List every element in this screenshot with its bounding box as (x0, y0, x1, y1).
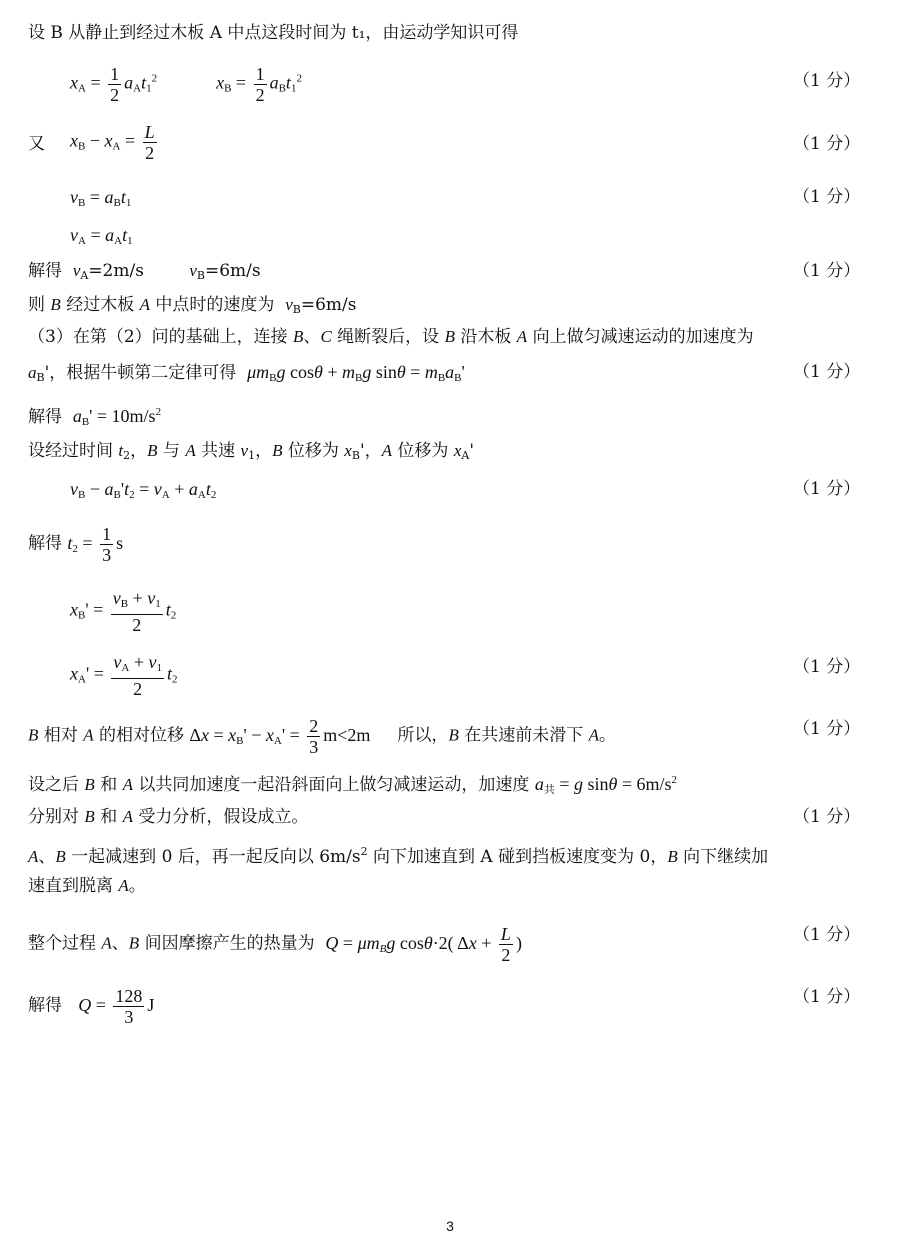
equation-xa-xb: $x_A$ = $\frac{1}{2}$ $a_At_1^2$ $x_B$ = $\frac{1}{2}$ $a_Bt_1^2$ (70, 64, 302, 105)
equation-va: $v_A = a_At_1$ (70, 225, 133, 247)
score-7: （1 分） (793, 657, 861, 677)
text-line-19: A、B 一起减速到 0 后，再一起反向以 $6m/s^2$ 向下加速直到 A 碰到挡板速度变为 0，B 向下继续加 (28, 845, 769, 867)
score-11: （1 分） (793, 987, 861, 1007)
score-2: （1 分） (793, 134, 861, 154)
text-line-20: 速直到脱离 A。 (28, 876, 146, 896)
text-line-11: 设经过时间 $t_2$，B 与 A 共速 $v_1$，B 位移为 $x_B'$，A 位移为 $x_A'$ (28, 441, 475, 462)
score-10: （1 分） (793, 925, 861, 945)
result-t2: 解得 $t_2$ = $\frac{1}{3}$ s (28, 524, 124, 565)
score-5: （1 分） (793, 362, 861, 382)
text-line-18: 分别对 B 和 A 受力分析，假设成立。 (28, 807, 309, 827)
equation-vb: $v_B = a_Bt_1$ (70, 187, 132, 209)
text-line-16: B 相对 A 的相对位移 $\Delta x = x_B' - x_A'$ = $\frac{2}{3}$ m<2m 所以，B 在共速前未滑下 A。 (28, 716, 617, 757)
text-line-8: （3）在第（2）问的基础上，连接 B、C 绳断裂后，设 B 沿木板 A 向上做匀减速运动的加速度为 (28, 327, 754, 347)
result-acceleration: 解得 $a_B' = 10m/s^2$ (28, 406, 162, 428)
equation-xb-minus-xa: $x_B - x_A$ = $\frac{L}{2}$ (70, 122, 155, 163)
score-1: （1 分） (793, 71, 861, 91)
score-8: （1 分） (793, 719, 861, 739)
result-velocities: 解得 $v_A=2m/s$ $v_B=6m/s$ (28, 261, 261, 282)
score-4: （1 分） (793, 261, 861, 281)
text-line-7: 则 B 经过木板 A 中点时的速度为 $v_B=6m/s$ (28, 295, 357, 316)
text-line-21: 整个过程 A、B 间因摩擦产生的热量为 $Q = \mu m_Bg$ cosθ·2( Δx + $\frac{L}{2}$ ) (28, 924, 522, 965)
page-number: 3 (446, 1218, 454, 1234)
label-you: 又 (28, 134, 45, 154)
equation-common-velocity: $v_B - a_B't_2 = v_A + a_At_2$ (70, 479, 217, 501)
text-line-9: $a_B'$，根据牛顿第二定律可得 $\mu m_Bg$ $\cos\theta + m_Bg$ $\sin\theta = m_Ba_B'$ (28, 362, 465, 384)
text-line-1: 设 B 从静止到经过木板 A 中点这段时间为 t₁，由运动学知识可得 (28, 23, 519, 43)
text-line-17: 设之后 B 和 A 以共同加速度一起沿斜面向上做匀减速运动，加速度 $a_共 = g$ $\sin\theta = 6m/s^2$ (28, 774, 677, 796)
score-3: （1 分） (793, 187, 861, 207)
result-heat: 解得 Q = $\frac{128}{3}$ J (28, 986, 155, 1027)
equation-xa-prime: $x_A'$ = $\frac{v_A + v_1}{2}$ $t_2$ (70, 652, 178, 699)
score-6: （1 分） (793, 479, 861, 499)
score-9: （1 分） (793, 807, 861, 827)
equation-xb-prime: $x_B'$ = $\frac{v_B + v_1}{2}$ $t_2$ (70, 588, 177, 635)
